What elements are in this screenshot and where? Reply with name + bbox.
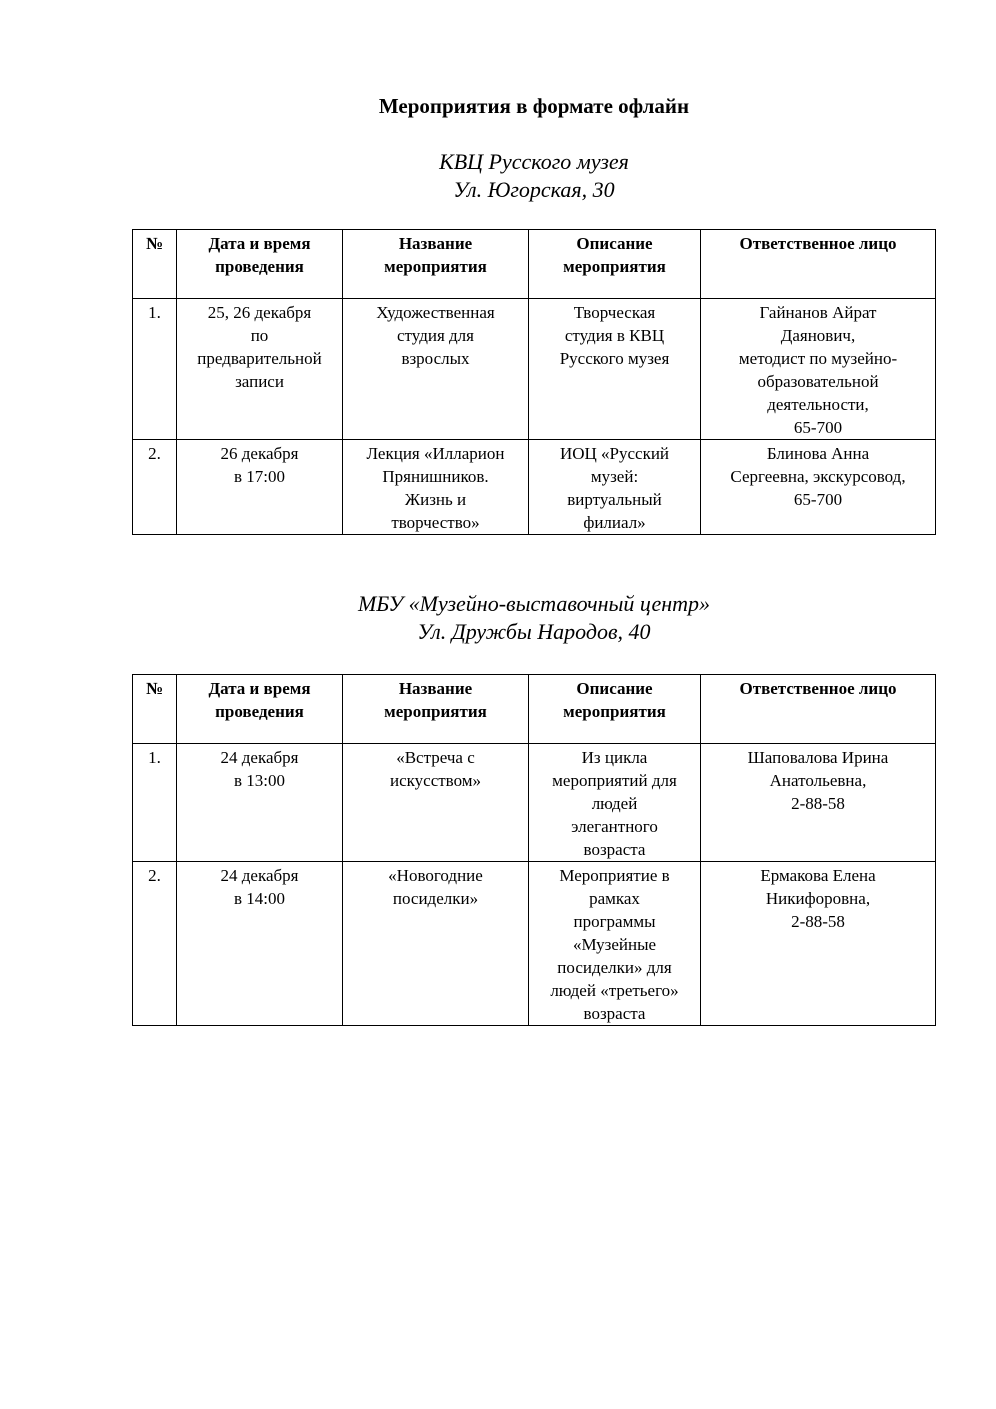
cell-contact: Шаповалова Ирина Анатольевна, 2-88-58	[701, 744, 936, 862]
cell-number: 1.	[133, 744, 177, 862]
cell-contact: Блинова Анна Сергеевна, экскурсовод, 65-700	[701, 440, 936, 535]
cell-number: 2.	[133, 862, 177, 1026]
header-contact: Ответственное лицо	[701, 230, 936, 299]
table-row	[133, 862, 936, 1026]
cell-description: ИОЦ «Русский музей: виртуальный филиал»	[529, 440, 701, 535]
venue-heading-1	[0, 148, 996, 204]
cell-description: Творческая студия в КВЦ Русского музея	[529, 299, 701, 440]
venue-address: Ул. Югорская, 30	[453, 177, 615, 202]
cell-event-name: «Встреча с искусством»	[343, 744, 529, 862]
cell-event-name: Художественная студия для взрослых	[343, 299, 529, 440]
header-description: Описание мероприятия	[529, 675, 701, 744]
cell-date: 26 декабря в 17:00	[177, 440, 343, 535]
header-event-name: Название мероприятия	[343, 230, 529, 299]
venue-name: КВЦ Русского музея	[439, 149, 629, 174]
header-number: №	[133, 675, 177, 744]
table-header-row	[133, 675, 936, 744]
cell-date: 25, 26 декабря по предварительной записи	[177, 299, 343, 440]
venue-name: МБУ «Музейно-выставочный центр»	[357, 591, 711, 616]
header-number: №	[133, 230, 177, 299]
table-row	[133, 744, 936, 862]
table-header-row	[133, 230, 936, 299]
document-title: Мероприятия в формате офлайн	[378, 94, 690, 118]
header-description: Описание мероприятия	[529, 230, 701, 299]
cell-number: 2.	[133, 440, 177, 535]
cell-event-name: Лекция «Илларион Прянишников. Жизнь и творчество»	[343, 440, 529, 535]
cell-contact: Гайнанов Айрат Даянович, методист по музейно- образовательной деятельности, 65-700	[701, 299, 936, 440]
cell-number: 1.	[133, 299, 177, 440]
table-row	[133, 299, 936, 440]
header-date: Дата и время проведения	[177, 675, 343, 744]
cell-description: Из цикла мероприятий для людей элегантного возраста	[529, 744, 701, 862]
header-contact: Ответственное лицо	[701, 675, 936, 744]
events-table-2	[132, 674, 936, 1026]
cell-description: Мероприятие в рамках программы «Музейные посиделки» для людей «третьего» возраста	[529, 862, 701, 1026]
venue-address: Ул. Дружбы Народов, 40	[417, 619, 651, 644]
header-date: Дата и время проведения	[177, 230, 343, 299]
cell-date: 24 декабря в 14:00	[177, 862, 343, 1026]
cell-date: 24 декабря в 13:00	[177, 744, 343, 862]
events-table-1	[132, 229, 936, 535]
cell-contact: Ермакова Елена Никифоровна, 2-88-58	[701, 862, 936, 1026]
cell-event-name: «Новогодние посиделки»	[343, 862, 529, 1026]
header-event-name: Название мероприятия	[343, 675, 529, 744]
venue-heading-2	[0, 590, 996, 646]
table-row	[133, 440, 936, 535]
